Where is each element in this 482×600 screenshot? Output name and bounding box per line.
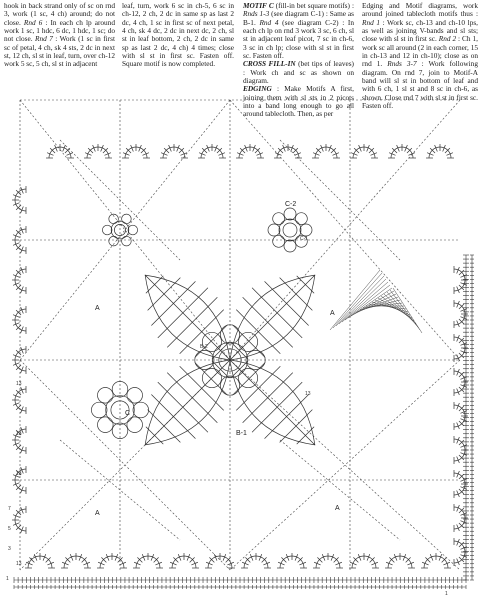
paragraph — [243, 2, 354, 60]
instruction-text: : In each ch lp around work 1 sc, 1 hdc, 6 dc, 1 hdc, 1 sc; do not close. — [4, 17, 115, 44]
chain-loop — [280, 440, 400, 540]
diagram-label: C — [125, 410, 131, 417]
round-label: Rnds 3-7 — [387, 59, 417, 69]
instruction-text: : Ch 1, work sc all around (2 in each corner, 15 in ch-13 and 12 in ch-10); close as on rnd 1. — [362, 34, 478, 69]
instruction-text: : Work (1 sc in first sc of petal, 4 ch, sk 4 sts, 2 dc in next st, 12 ch, sl st in leaf, turn, over ch-12 work 5 sc, 5 ch, sl st in adjacent — [4, 34, 115, 69]
diagram-label: 13 — [16, 471, 22, 477]
instruction-text: (see diagram C-2) : In each ch lp on rnd 3 work 3 sc, 6 ch, sl st in adjacent leaf picot, 7 sc in ch-6, 3 sc in ch lp; close with sl st in first sc. Fasten off. — [243, 17, 354, 61]
petal — [273, 213, 285, 225]
petal — [97, 387, 113, 403]
diagram-label: 1 — [6, 576, 9, 582]
petal — [97, 417, 113, 433]
diagram-labels — [6, 201, 448, 597]
diagram-label: 7 — [8, 506, 11, 512]
instruction-text: : Make Motifs A first, joining them with sl sts in 2 picots into a band long enough to go all around tablecloth. Then, as per — [243, 84, 354, 119]
instruction-text: hook in back strand only of sc on rnd 3, work (1 sc, 4 ch) around; do not close. — [4, 1, 115, 27]
petal — [273, 235, 285, 247]
diagram-label: 13 — [16, 431, 22, 437]
diagram-label: 3 — [8, 546, 11, 552]
round-label: Rnd 2 — [438, 34, 457, 44]
petal — [284, 208, 296, 220]
leaf-vein — [230, 275, 315, 360]
flower-center — [283, 223, 297, 237]
diagram-label: A — [330, 310, 335, 317]
leaf-vein — [145, 360, 230, 445]
paragraph — [4, 2, 115, 69]
flower-motifs — [91, 208, 312, 439]
diagram-label: 13 — [16, 381, 22, 387]
edging-scallops — [12, 144, 468, 568]
instructions-text — [0, 0, 482, 119]
diagram-label: C-2 — [285, 201, 297, 208]
instruction-text: : Work following diagram. On rnd 7, join to Motif-A band will sl st in bottom of leaf and with 6 ch, 1 sl st and 8 sc in ch-6, as shown. Close rnd 7 with sl st in first sc. Fasten off. — [362, 59, 478, 111]
instruction-text: Edging and Motif diagrams, work around joined tablecloth motifs thus : — [362, 1, 478, 19]
round-label: Rnd 6 — [23, 17, 43, 27]
paragraph — [122, 2, 234, 69]
instruction-text: (see diagram C-1) : Same as B-1. — [243, 9, 354, 27]
round-label: Rnd 4 — [259, 17, 279, 27]
diagram-label: B-2 — [200, 344, 208, 350]
diagram-label: 13 — [16, 561, 22, 567]
text-column-1 — [4, 2, 115, 69]
round-label: Rnds 1-3 — [243, 9, 270, 19]
leaf-fill-stitch — [333, 273, 382, 328]
diagram-label: A — [95, 305, 100, 312]
petal — [133, 402, 149, 418]
diagram-label: 5 — [8, 526, 11, 532]
diagram-label: A — [95, 510, 100, 517]
instruction-text: (bet tips of leaves) : Work ch and sc as shown on diagram. — [243, 59, 354, 86]
diagram-label: 13 — [305, 391, 311, 397]
petal — [122, 214, 132, 224]
leaf-vein — [145, 275, 230, 360]
petal — [128, 225, 138, 235]
leaf-fill-stitch — [387, 292, 418, 327]
petal — [268, 224, 280, 236]
section-heading: CROSS FILL-IN — [243, 59, 296, 69]
chain-loop-lines — [20, 100, 460, 570]
flower-ring — [279, 219, 301, 241]
diagram-label: C-1 — [300, 236, 309, 242]
crochet-diagram — [0, 80, 482, 600]
diagram-label: A — [335, 505, 340, 512]
petal — [284, 240, 296, 252]
text-column-2 — [122, 2, 234, 69]
instruction-text: leaf, turn, work 6 sc in ch-5, 6 sc in ch-12, 2 ch, 2 dc in same sp as last 2 dc, 4 ch, 1 sc in first sc of next petal, 4 ch, sk 4 dc, 2 dc in next dc, 2 ch, sl st in leaf bottom, 2 ch, 2 dc in same sp as last 2 dc, 4 ch) 4 times; close with sl st in first sc. Fasten off. Square motif is now completed. — [122, 1, 234, 69]
flower-c2 — [268, 208, 312, 252]
instruction-text: (fill-in bet square motifs) : — [273, 1, 355, 10]
petal — [300, 224, 312, 236]
leaf-fill-stitch — [393, 288, 422, 333]
round-label: Rnd 7 — [35, 34, 53, 44]
section-heading: EDGING — [243, 84, 272, 94]
leaf-fill-stitch — [330, 270, 380, 330]
instruction-text: : Work sc, ch-13 and ch-10 lps, as well as joining V-bands and sl sts; close with sl st in first sc. — [362, 17, 479, 44]
petal — [127, 387, 143, 403]
round-label: Rnd 1 — [362, 17, 380, 27]
diagram-label: 1 — [445, 591, 448, 597]
petal — [127, 417, 143, 433]
petal — [91, 402, 107, 418]
petal — [102, 225, 112, 235]
section-heading: MOTIF C — [243, 1, 274, 10]
petal — [122, 236, 132, 246]
edge-chain-stitches — [14, 255, 474, 589]
petal — [295, 213, 307, 225]
diagram-label: B-1 — [236, 430, 247, 437]
